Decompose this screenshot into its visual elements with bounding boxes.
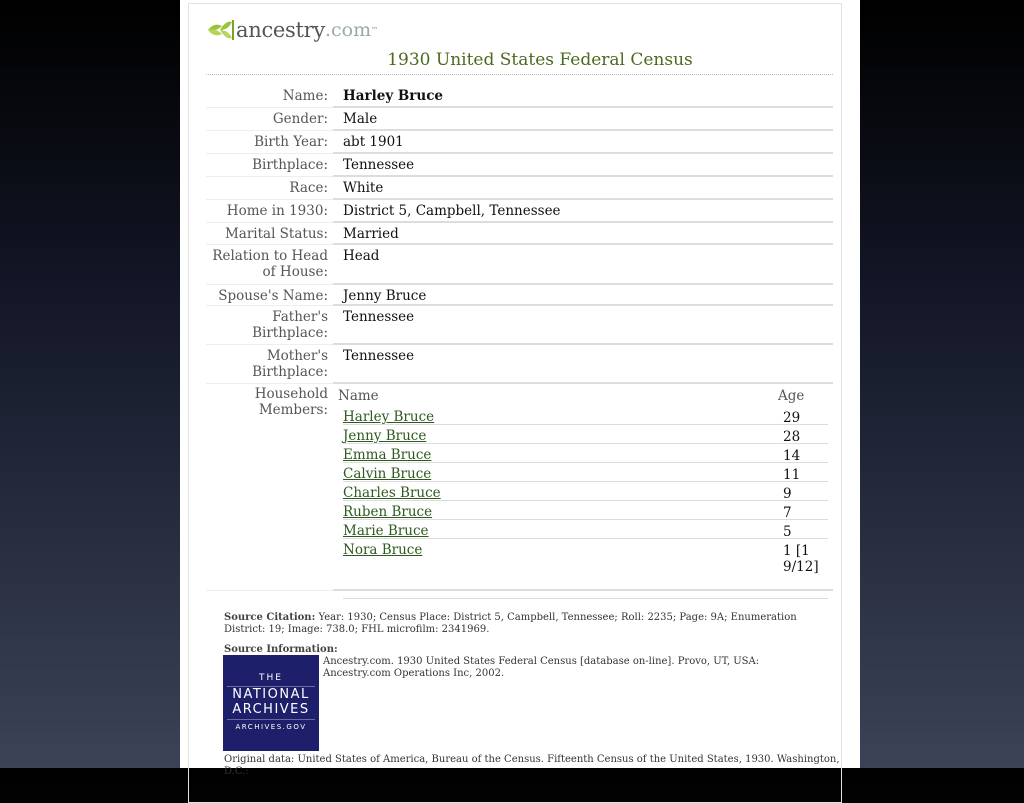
field-value: District 5, Campbell, Tennessee — [343, 203, 561, 219]
member-name-link[interactable]: Harley Bruce — [343, 409, 435, 425]
field-row — [206, 85, 833, 108]
field-label: Mother's Birthplace: — [252, 348, 328, 380]
col-age-header: Age — [778, 388, 805, 404]
field-row — [206, 223, 833, 245]
field-value: Male — [343, 111, 378, 127]
field-value: White — [343, 180, 384, 196]
field-row — [206, 177, 833, 200]
field-label: Spouse's Name: — [218, 288, 328, 304]
household-label: Household Members: — [254, 386, 328, 418]
field-label: Home in 1930: — [226, 203, 328, 219]
member-age: 28 — [783, 429, 801, 445]
field-label: Marital Status: — [224, 226, 328, 242]
member-name-link[interactable]: Emma Bruce — [343, 447, 432, 463]
household-member-row — [343, 501, 828, 520]
source-citation — [224, 612, 804, 636]
field-label: Father's Birthplace: — [252, 309, 328, 341]
logo-word: ancestry — [236, 18, 325, 42]
nara-line1: NATIONAL — [232, 687, 310, 702]
field-value: Tennessee — [343, 157, 415, 173]
member-name-link[interactable]: Calvin Bruce — [343, 466, 432, 482]
original-data-text: Original data: United States of America, Bureau of the Census. Fifteenth Census of the United States, 1930. Washington, D.C.: — [224, 754, 840, 777]
field-row — [206, 306, 833, 345]
member-age: 14 — [783, 448, 801, 464]
member-name-link[interactable]: Charles Bruce — [343, 485, 441, 501]
row-divider — [206, 590, 333, 591]
logo-tm: ™ — [371, 26, 379, 34]
field-label: Birth Year: — [254, 134, 328, 150]
field-label: Name: — [282, 88, 328, 104]
ancestry-logo[interactable] — [206, 18, 378, 42]
field-value: abt 1901 — [343, 134, 404, 150]
household-member-row — [343, 482, 828, 501]
field-value: Jenny Bruce — [343, 288, 427, 304]
field-value: Tennessee — [343, 309, 415, 325]
field-row — [206, 108, 833, 131]
citation-label: Source Citation: — [224, 612, 316, 623]
info-label: Source Information: — [224, 644, 338, 655]
field-row — [206, 345, 833, 384]
member-age: 5 — [783, 524, 792, 540]
household-member-row — [343, 520, 828, 539]
field-value: Head — [343, 248, 380, 264]
household-member-row — [343, 406, 828, 425]
field-row — [206, 154, 833, 177]
field-label: Birthplace: — [252, 157, 328, 173]
member-age: 11 — [783, 467, 801, 483]
member-age: 1 [1 9/12] — [783, 543, 819, 575]
household-member-row — [343, 539, 828, 599]
household-member-row — [343, 425, 828, 444]
divider — [206, 74, 833, 75]
page-title: 1930 United States Federal Census — [387, 50, 693, 70]
field-row — [206, 200, 833, 223]
field-value: Tennessee — [343, 348, 415, 364]
member-age: 9 — [783, 486, 792, 502]
logo-com: .com — [324, 19, 372, 41]
col-name-header: Name — [338, 388, 379, 404]
leaf-icon — [206, 18, 236, 42]
field-value: Married — [343, 226, 399, 242]
household-member-row — [343, 444, 828, 463]
household-member-row — [343, 463, 828, 482]
field-label: Gender: — [272, 111, 328, 127]
source-info-text: Ancestry.com. 1930 United States Federal Census [database on-line]. Provo, UT, USA: Ancestry.com Operations Inc, 2002. — [323, 656, 760, 679]
nara-url: ARCHIVES.GOV — [235, 723, 307, 731]
member-name-link[interactable]: Ruben Bruce — [343, 504, 433, 520]
member-name-link[interactable]: Nora Bruce — [343, 542, 423, 558]
member-name-link[interactable]: Marie Bruce — [343, 523, 429, 539]
field-row — [206, 131, 833, 154]
census-record-page — [180, 0, 860, 777]
field-row — [206, 285, 833, 306]
member-age: 29 — [783, 410, 801, 426]
field-label: Relation to Head of House: — [212, 248, 328, 280]
member-age: 7 — [783, 505, 792, 521]
nara-line2: ARCHIVES — [232, 702, 310, 717]
member-name-link[interactable]: Jenny Bruce — [343, 428, 427, 444]
field-row — [206, 245, 833, 285]
national-archives-logo[interactable] — [223, 655, 319, 751]
field-label: Race: — [289, 180, 328, 196]
citation-text: Year: 1930; Census Place: District 5, Campbell, Tennessee; Roll: 2235; Page: 9A; Enumeration District: 19; Image: 738.0; FHL microfilm: 2341969. — [224, 612, 797, 635]
nara-the: THE — [259, 673, 283, 683]
field-value: Harley Bruce — [343, 88, 444, 104]
